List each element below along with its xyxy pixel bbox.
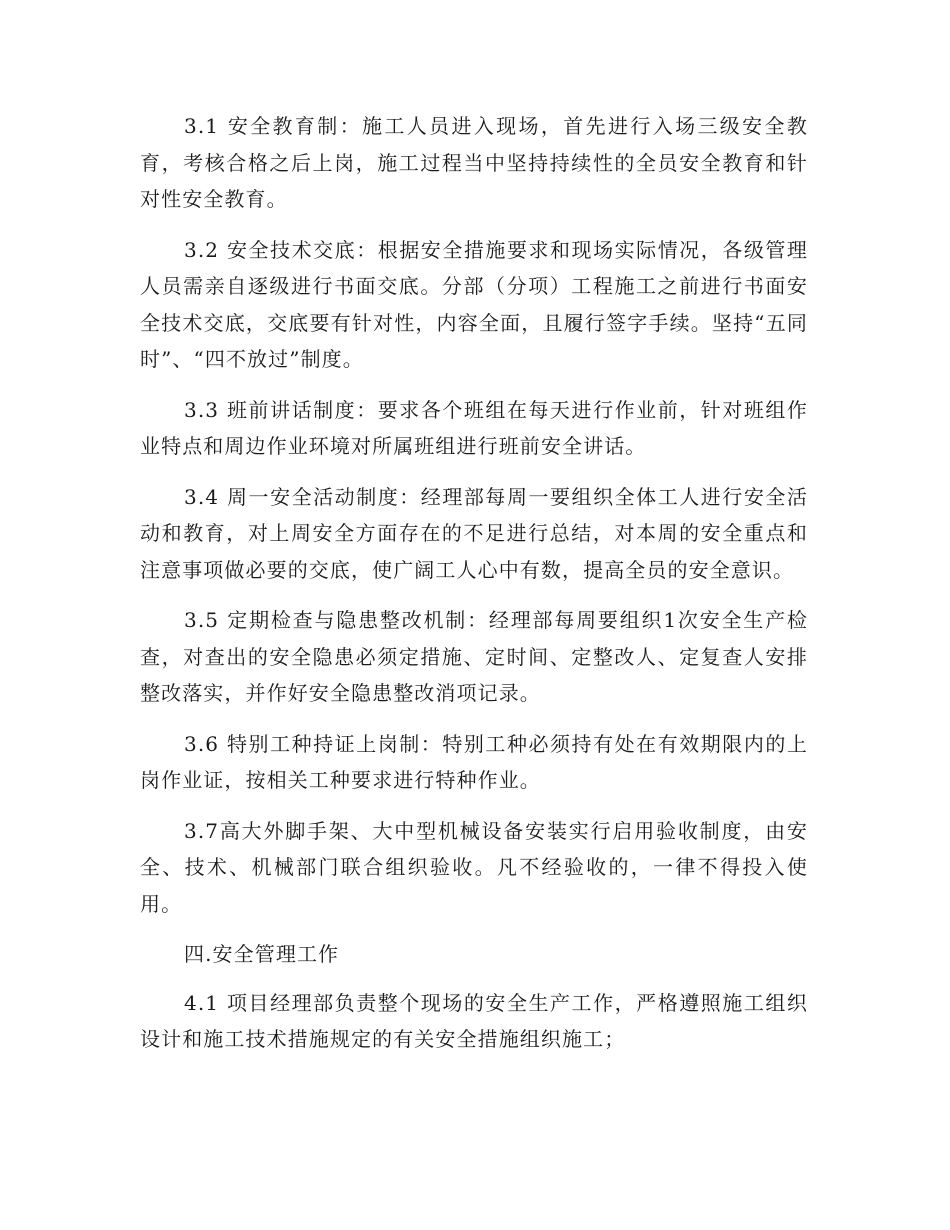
paragraph-3-1: 3.1 安全教育制：施工人员进入现场，首先进行入场三级安全教育，考核合格之后上岗，施工过程当中坚持持续性的全员安全教育和针对性安全教育。	[140, 114, 808, 211]
paragraph-4-1: 4.1 项目经理部负责整个现场的安全生产工作，严格遵照施工组织设计和施工技术措施规定的有关安全措施组织施工；	[140, 990, 808, 1051]
paragraph-3-5: 3.5 定期检查与隐患整改机制：经理部每周要组织1次安全生产检查，对查出的安全隐患必须定措施、定时间、定整改人、定复查人安排整改落实，并作好安全隐患整改消项记录。	[140, 608, 808, 705]
paragraph-3-7: 3.7高大外脚手架、大中型机械设备安装实行启用验收制度，由安全、技术、机械部门联合组织验收。凡不经验收的，一律不得投入使用。	[140, 818, 808, 916]
document-body	[140, 108, 808, 1072]
section-heading-4: 四.安全管理工作	[184, 942, 340, 966]
paragraph-3-3: 3.3 班前讲话制度：要求各个班组在每天进行作业前，针对班组作业特点和周边作业环境对所属班组进行班前安全讲话。	[140, 397, 808, 458]
paragraph-3-2: 3.2 安全技术交底：根据安全措施要求和现场实际情况，各级管理人员需亲自逐级进行书面交底。分部（分项）工程施工之前进行书面安全技术交底，交底要有针对性，内容全面，且履行签字手续。坚持“五同时”、“四不放过”制度。	[140, 237, 808, 371]
paragraph-3-6: 3.6 特别工种持证上岗制：特别工种必须持有处在有效期限内的上岗作业证，按相关工种要求进行特种作业。	[140, 731, 808, 792]
paragraph-3-4: 3.4 周一安全活动制度：经理部每周一要组织全体工人进行安全活动和教育，对上周安全方面存在的不足进行总结，对本周的安全重点和注意事项做必要的交底，使广阔工人心中有数，提高全员的安全意识。	[140, 484, 808, 582]
